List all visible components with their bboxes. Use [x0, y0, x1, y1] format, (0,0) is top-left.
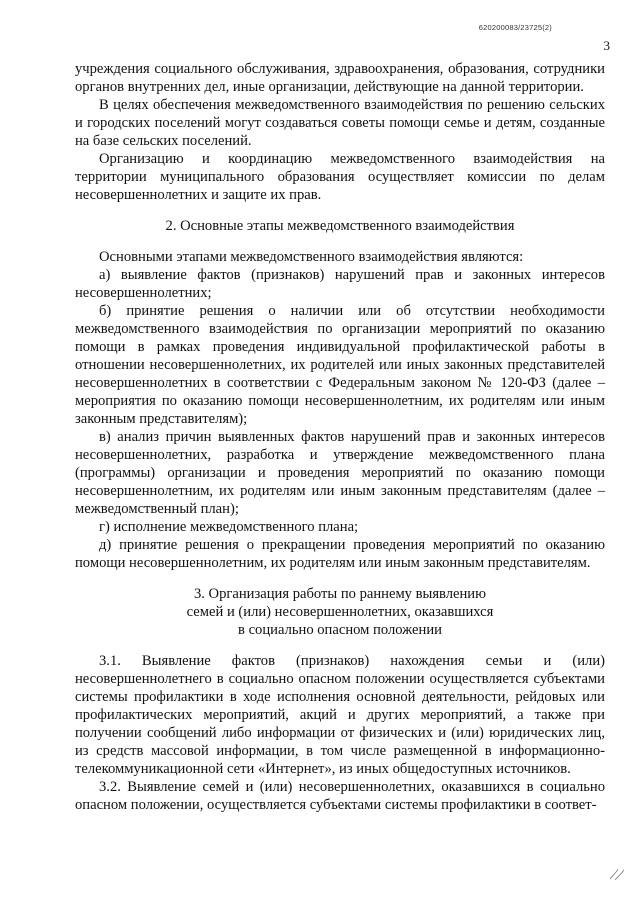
- section-3-heading-line: в социально опасном положении: [238, 622, 442, 638]
- paragraph: В целях обеспечения межведомственного взаимодействия по решению сельских и городских поселений могут создаваться советы помощи семье и детям, созданные на базе сельских поселений.: [75, 97, 605, 149]
- paragraph: учреждения социального обслуживания, здравоохранения, образования, сотрудники органов внутренних дел, иные организации, действующие на данной территории.: [75, 61, 605, 95]
- section-2-heading: 2. Основные этапы межведомственного взаимодействия: [165, 218, 515, 234]
- document-body: [75, 60, 605, 814]
- section-3-heading-line: 3. Организация работы по раннему выявлению: [193, 586, 487, 602]
- paragraph: Организацию и координацию межведомственного взаимодействия на территории муниципального образования осуществляет комиссии по делам несовершеннолетних и защите их прав.: [75, 151, 605, 203]
- list-item: в) анализ причин выявленных фактов нарушений прав и законных интересов несовершеннолетних, разработка и утверждение межведомственного плана (программы) организации и проведения мероприятий по оказанию помощи несовершеннолетним, их родителям или иным законным представителям (далее – межведомственный план);: [75, 429, 605, 517]
- section-2-intro: Основными этапами межведомственного взаимодействия являются:: [99, 249, 524, 265]
- section-3-heading-line: семей и (или) несовершеннолетних, оказавшихся: [186, 604, 494, 620]
- pen-mark-icon: [606, 861, 628, 883]
- list-item: д) принятие решения о прекращении проведения мероприятий по оказанию помощи несовершеннолетним, их родителям или иным законным представителям.: [75, 537, 605, 571]
- paragraph: 3.1. Выявление фактов (признаков) нахождения семьи и (или) несовершеннолетнего в социально опасном положении осуществляется субъектами системы профилактики в ходе исполнения основной деятельности, рейдовых или профилактических мероприятий, акций и других мероприятий, а также при получении сообщений либо информации от физических и (или) юридических лиц, из средств массовой информации, в том числе размещенной в информационно-телекоммуникационной сети «Интернет», из иных общедоступных источников.: [75, 653, 605, 777]
- list-item: б) принятие решения о наличии или об отсутствии необходимости межведомственного взаимодействия по организации мероприятий по оказанию помощи в рамках проведения индивидуальной профилактической работы в отношении несовершеннолетних, их родителей или иных законных представителей несовершеннолетних в соответствии с Федеральным законом № 120-ФЗ (далее – мероприятия по оказанию помощи несовершеннолетним, их родителям или иным законным представителям);: [75, 303, 605, 427]
- list-item: г) исполнение межведомственного плана;: [99, 519, 359, 535]
- page-number: 3: [603, 38, 610, 53]
- document-id: 620200083/23725(2): [478, 23, 552, 32]
- paragraph: 3.2. Выявление семей и (или) несовершеннолетних, оказавшихся в социально опасном положении, осуществляется субъектами системы профилактики в соответ-: [75, 779, 605, 813]
- list-item: а) выявление фактов (признаков) нарушений прав и законных интересов несовершеннолетних;: [75, 267, 605, 301]
